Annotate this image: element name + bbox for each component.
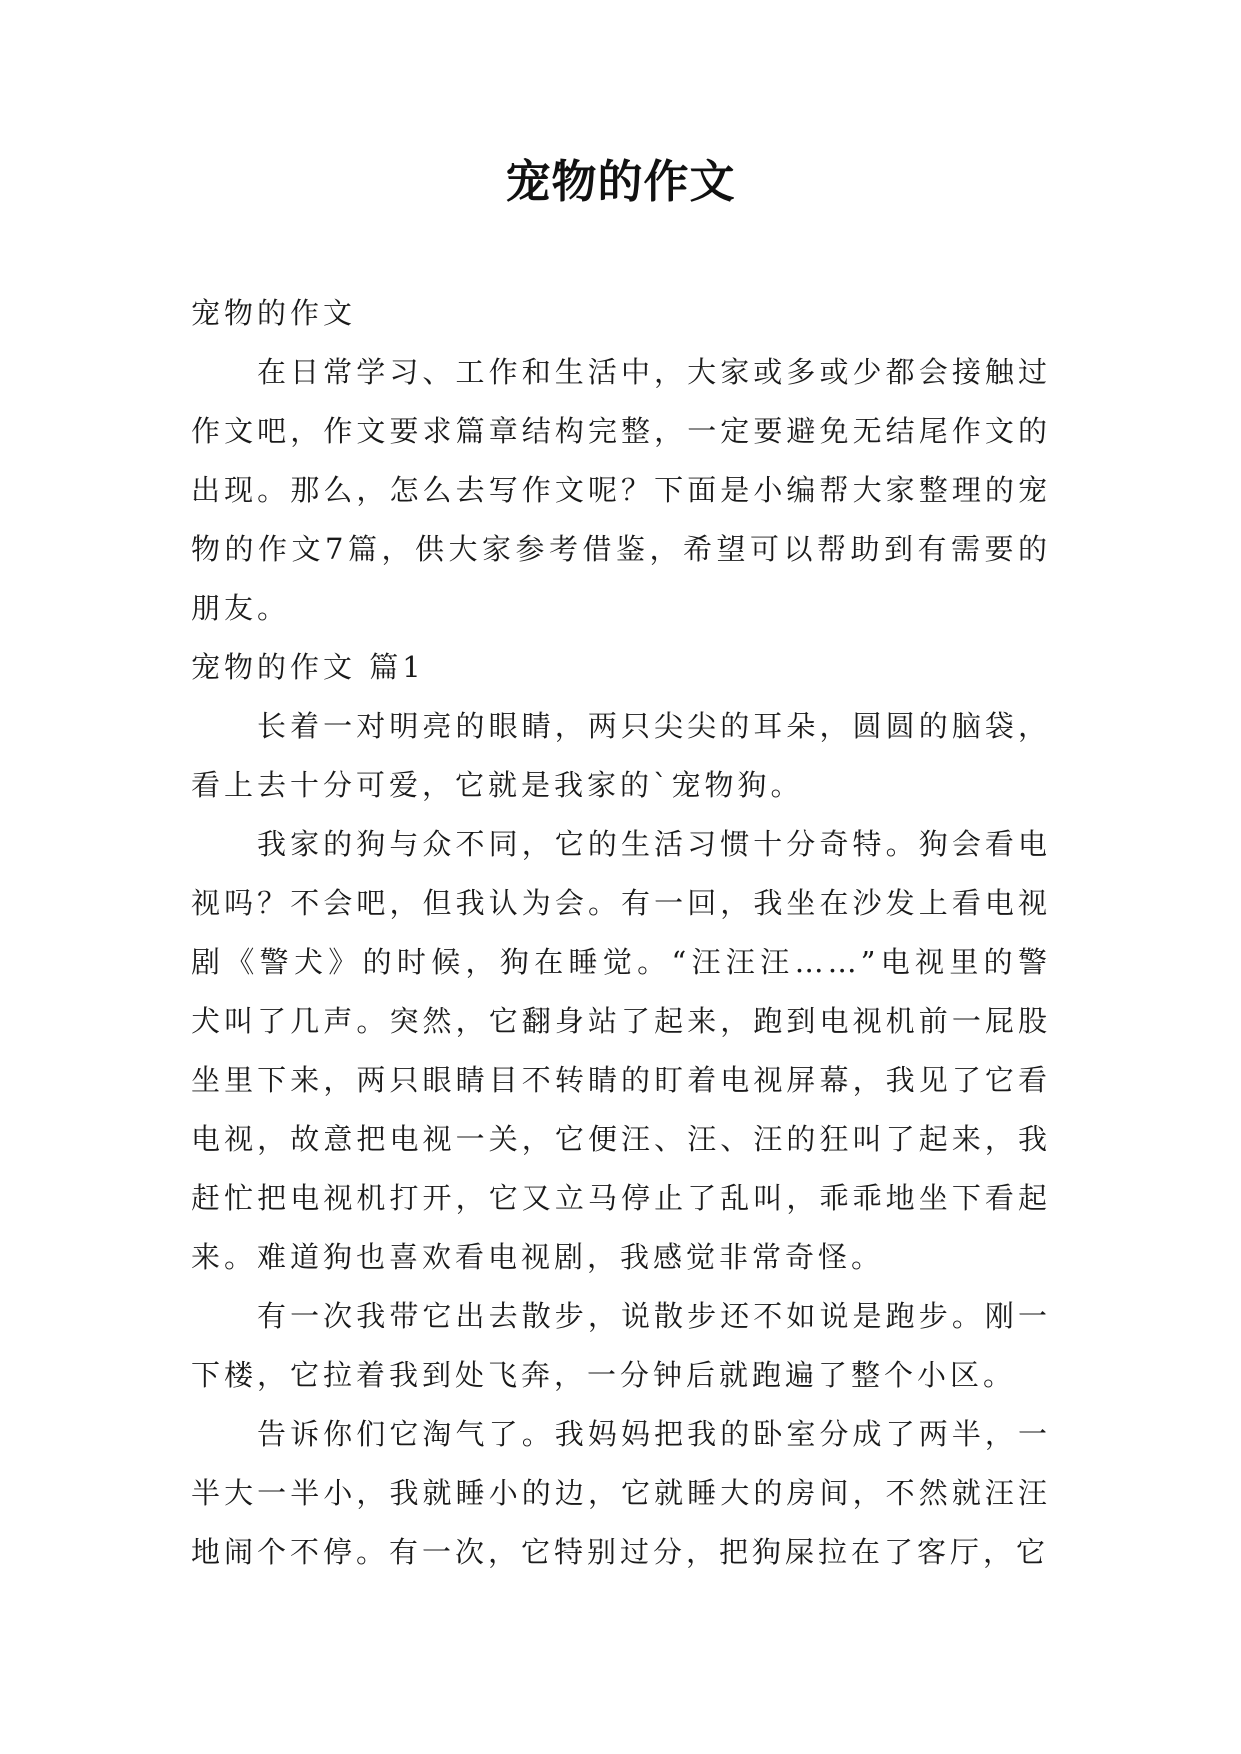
essay-1-paragraph-3: 有一次我带它出去散步，说散步还不如说是跑步。刚一下楼，它拉着我到处飞奔，一分钟后就跑遍了整个小区。: [191, 1299, 1051, 1392]
essay-1-paragraph-1: 长着一对明亮的眼睛，两只尖尖的耳朵，圆圆的脑袋，看上去十分可爱，它就是我家的`宠物狗。: [191, 709, 1051, 802]
essay-1-paragraph-2: 我家的狗与众不同，它的生活习惯十分奇特。狗会看电视吗？不会吧，但我认为会。有一回，我坐在沙发上看电视剧《警犬》的时候，狗在睡觉。“汪汪汪……”电视里的警犬叫了几声。突然，它翻身站了起来，跑到电视机前一屁股坐里下来，两只眼睛目不转睛的盯着电视屏幕，我见了它看电视，故意把电视一关，它便汪、汪、汪的狂叫了起来，我赶忙把电视机打开，它又立马停止了乱叫，乖乖地坐下看起来。难道狗也喜欢看电视剧，我感觉非常奇怪。: [191, 827, 1051, 1274]
section-heading: 宠物的作文: [191, 296, 357, 330]
essay-1-heading: 宠物的作文 篇1: [191, 650, 425, 684]
essay-1-paragraph-4: 告诉你们它淘气了。我妈妈把我的卧室分成了两半，一半大一半小，我就睡小的边，它就睡大的房间，不然就汪汪地闹个不停。有一次，它特别过分，把狗屎拉在了客厅，它: [191, 1417, 1051, 1569]
intro-paragraph: 在日常学习、工作和生活中，大家或多或少都会接触过作文吧，作文要求篇章结构完整，一定要避免无结尾作文的出现。那么，怎么去写作文呢？下面是小编帮大家整理的宠物的作文7篇，供大家参考借鉴，希望可以帮助到有需要的朋友。: [191, 355, 1051, 625]
document-title: 宠物的作文: [505, 155, 736, 208]
document-body: [191, 284, 1051, 1582]
